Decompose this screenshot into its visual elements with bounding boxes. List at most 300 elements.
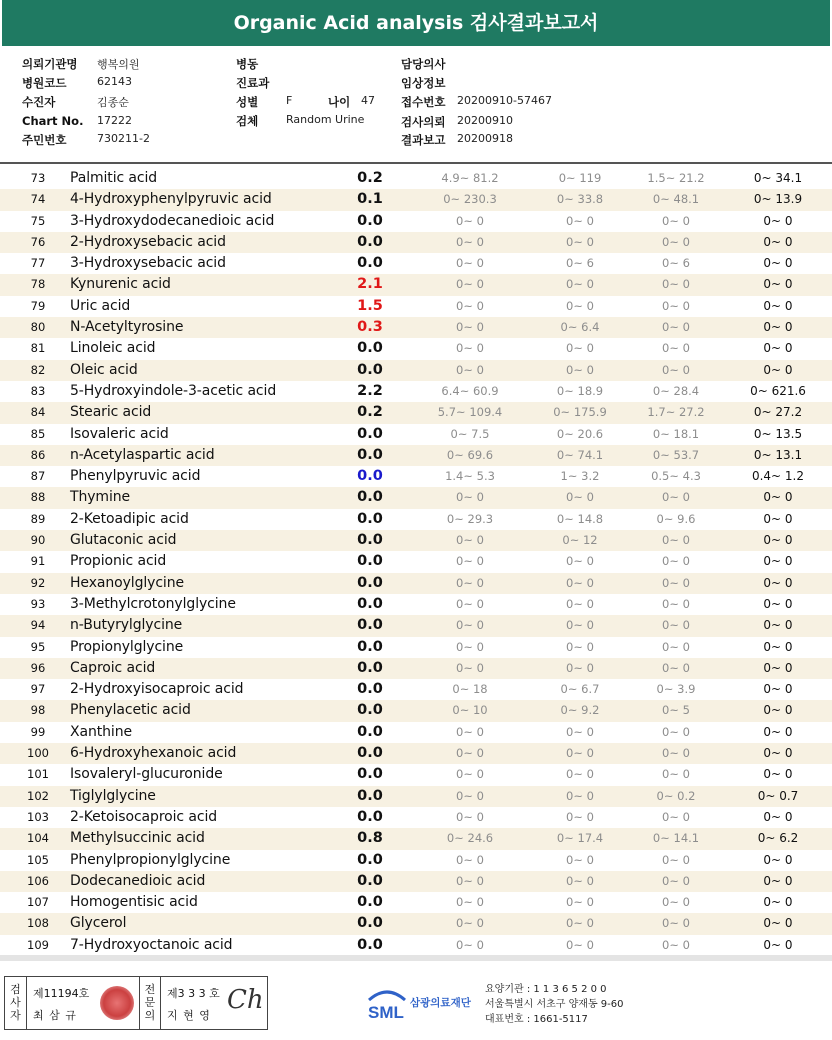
reference-range-3: 0~ 6 (662, 256, 690, 271)
analyte-name: Phenylpyruvic acid (70, 468, 201, 485)
reference-range-4: 0~ 0 (763, 809, 793, 824)
ward-label: 병동 (236, 57, 259, 71)
reference-range-4: 0~ 0 (763, 873, 793, 888)
reference-range-3: 0~ 0 (662, 618, 690, 633)
reference-range-4: 0~ 0 (763, 277, 793, 292)
reference-range-1: 0~ 0 (456, 298, 484, 313)
result-value: 0.0 (357, 915, 383, 932)
table-row (0, 658, 832, 679)
analyte-name: Xanthine (70, 723, 132, 740)
reference-range-4: 0~ 0 (763, 852, 793, 867)
reference-range-2: 0~ 20.6 (556, 426, 604, 441)
analyte-name: Methylsuccinic acid (70, 830, 205, 847)
row-number: 101 (27, 767, 49, 782)
reference-range-1: 0~ 0 (456, 618, 484, 633)
row-number: 74 (30, 192, 46, 207)
reference-range-4: 0~ 0 (763, 703, 793, 718)
analyte-name: Isovaleric acid (70, 425, 169, 442)
reference-range-2: 0~ 0 (566, 724, 594, 739)
reference-range-3: 0~ 0 (662, 298, 690, 313)
row-number: 82 (30, 362, 46, 377)
reference-range-1: 0~ 0 (456, 937, 484, 952)
reference-range-2: 0~ 0 (566, 618, 594, 633)
reference-range-1: 0~ 0 (456, 341, 484, 356)
result-value: 0.0 (357, 212, 383, 229)
row-number: 76 (30, 234, 46, 249)
table-row (0, 850, 832, 871)
table-row (0, 573, 832, 594)
reference-range-1: 0~ 0 (456, 788, 484, 803)
institution-info (485, 982, 624, 1027)
header-divider (0, 162, 832, 164)
reference-range-4: 0~ 0 (763, 234, 793, 249)
reference-range-2: 0~ 12 (562, 533, 598, 548)
result-value: 0.0 (357, 489, 383, 506)
analyte-name: Uric acid (70, 297, 131, 314)
reference-range-3: 0~ 14.1 (652, 831, 700, 846)
reference-range-4: 0~ 0 (763, 575, 793, 590)
reference-range-3: 0~ 0 (662, 554, 690, 569)
reference-range-3: 0~ 0 (662, 724, 690, 739)
table-row (0, 296, 832, 317)
analyte-name: Hexanoylglycine (70, 574, 185, 591)
reference-range-4: 0~ 13.1 (753, 447, 803, 462)
result-value: 2.1 (357, 276, 383, 293)
hospital-value: 행복의원 (97, 58, 140, 71)
analyte-name: Palmitic acid (70, 170, 158, 186)
analyte-name: Dodecanedioic acid (70, 872, 206, 889)
reference-range-4: 0~ 0 (763, 490, 793, 505)
signature-box (4, 976, 268, 1030)
analyte-name: Kynurenic acid (70, 276, 171, 293)
reference-range-1: 0~ 0 (456, 809, 484, 824)
reference-range-2: 0~ 0 (566, 362, 594, 377)
table-row (0, 424, 832, 445)
reference-range-3: 0~ 0 (662, 852, 690, 867)
result-value: 0.0 (357, 574, 383, 591)
table-row (0, 317, 832, 338)
table-row (0, 530, 832, 551)
reference-range-2: 0~ 0 (566, 554, 594, 569)
reference-range-1: 0~ 7.5 (450, 426, 490, 441)
signature-icon: Ch (227, 985, 264, 1015)
clinical-label: 임상정보 (401, 76, 446, 90)
footer-divider (0, 955, 832, 961)
reference-range-1: 0~ 0 (456, 916, 484, 931)
reference-range-2: 0~ 0 (566, 767, 594, 782)
reference-range-3: 1.5~ 21.2 (647, 171, 705, 185)
result-value: 0.0 (357, 681, 383, 698)
result-value: 0.0 (357, 851, 383, 868)
reference-range-3: 0.5~ 4.3 (651, 469, 701, 484)
row-number: 104 (27, 831, 49, 846)
analyte-name: 7-Hydroxyoctanoic acid (70, 936, 233, 953)
reference-range-2: 0~ 9.2 (560, 703, 600, 718)
reference-range-4: 0~ 0 (763, 320, 793, 335)
table-row (0, 764, 832, 785)
reference-range-4: 0~ 0 (763, 660, 793, 675)
analyte-name: Oleic acid (70, 361, 138, 378)
table-row (0, 360, 832, 381)
table-row (0, 381, 832, 402)
request-value: 20200910 (457, 114, 513, 127)
reference-range-4: 0~ 0 (763, 341, 793, 356)
reference-range-2: 0~ 6.4 (560, 320, 600, 335)
resident-label: 주민번호 (22, 133, 67, 147)
report-title: Organic Acid analysis 검사결과보고서 (2, 0, 830, 46)
reference-range-3: 0~ 0 (662, 490, 690, 505)
reference-range-2: 0~ 0 (566, 937, 594, 952)
logo-mark: SML (368, 1003, 404, 1022)
reference-range-2: 0~ 0 (566, 277, 594, 292)
row-number: 77 (30, 256, 46, 271)
report-label: 결과보고 (401, 133, 446, 147)
reference-range-1: 1.4~ 5.3 (445, 469, 495, 484)
analyte-name: Propionic acid (70, 553, 167, 570)
reference-range-1: 0~ 0 (456, 213, 484, 228)
reference-range-4: 0~ 0 (763, 937, 793, 952)
row-number: 94 (30, 618, 46, 633)
result-value: 0.2 (357, 170, 383, 186)
analyte-name: Glutaconic acid (70, 532, 177, 549)
reference-range-3: 0~ 0 (662, 767, 690, 782)
reference-range-1: 0~ 0 (456, 575, 484, 590)
reference-range-4: 0~ 0 (763, 511, 793, 526)
chart-label: Chart No. (22, 114, 84, 128)
reference-range-4: 0~ 0 (763, 362, 793, 377)
table-row (0, 402, 832, 423)
reference-range-1: 5.7~ 109.4 (437, 405, 503, 420)
row-number: 91 (30, 554, 46, 569)
reference-range-1: 0~ 0 (456, 660, 484, 675)
analyte-name: 3-Methylcrotonylglycine (70, 595, 236, 612)
table-row (0, 637, 832, 658)
reference-range-2: 0~ 0 (566, 660, 594, 675)
row-number: 84 (30, 405, 46, 420)
reference-range-3: 0~ 3.9 (656, 682, 696, 697)
result-value: 0.1 (357, 191, 383, 208)
reference-range-2: 0~ 0 (566, 490, 594, 505)
reference-range-4: 0~ 13.5 (753, 426, 803, 441)
result-value: 0.0 (357, 872, 383, 889)
specimen-label: 검체 (236, 114, 259, 128)
reference-range-4: 0~ 0 (763, 618, 793, 633)
row-number: 102 (27, 788, 49, 803)
reference-range-1: 4.9~ 81.2 (441, 171, 499, 185)
reference-range-1: 0~ 0 (456, 852, 484, 867)
doctor-label: 담당의사 (401, 57, 446, 71)
analyte-name: 6-Hydroxyhexanoic acid (70, 745, 237, 762)
table-row (0, 338, 832, 359)
table-row (0, 828, 832, 849)
analyte-name: 3-Hydroxysebacic acid (70, 255, 226, 272)
reference-range-3: 0~ 0 (662, 277, 690, 292)
result-value: 0.0 (357, 617, 383, 634)
result-value: 0.0 (357, 255, 383, 272)
reference-range-2: 0~ 0 (566, 895, 594, 910)
result-value: 0.0 (357, 894, 383, 911)
result-value: 0.0 (357, 659, 383, 676)
reference-range-3: 0~ 0 (662, 916, 690, 931)
reference-range-3: 0~ 0 (662, 341, 690, 356)
table-row (0, 168, 832, 189)
table-row (0, 509, 832, 530)
reference-range-4: 0~ 34.1 (753, 171, 803, 185)
result-value: 0.0 (357, 936, 383, 953)
official-seal-icon (100, 986, 134, 1020)
reference-range-2: 0~ 17.4 (556, 831, 604, 846)
reference-range-2: 0~ 0 (566, 916, 594, 931)
reference-range-3: 0~ 0 (662, 937, 690, 952)
reference-range-3: 0~ 0 (662, 362, 690, 377)
row-number: 107 (27, 895, 49, 910)
reference-range-4: 0~ 13.9 (753, 192, 803, 207)
table-row (0, 232, 832, 253)
table-row (0, 679, 832, 700)
reference-range-3: 0~ 0 (662, 873, 690, 888)
reference-range-2: 0~ 0 (566, 873, 594, 888)
resident-value: 730211-2 (97, 132, 150, 145)
patient-info-header (0, 52, 832, 162)
analyte-name: Isovaleryl-glucuronide (70, 766, 223, 783)
result-value: 0.0 (357, 233, 383, 250)
table-row (0, 615, 832, 636)
reference-range-4: 0~ 6.2 (757, 831, 799, 846)
report-value: 20200918 (457, 132, 513, 145)
reference-range-4: 0~ 0 (763, 298, 793, 313)
row-number: 73 (30, 171, 46, 185)
reference-range-3: 0~ 53.7 (652, 447, 700, 462)
reference-range-4: 0~ 0 (763, 596, 793, 611)
row-number: 85 (30, 426, 46, 441)
table-row (0, 211, 832, 232)
table-row (0, 466, 832, 487)
reference-range-1: 6.4~ 60.9 (441, 383, 499, 398)
reference-range-4: 0~ 0 (763, 533, 793, 548)
analyte-name: 3-Hydroxydodecanedioic acid (70, 212, 275, 229)
row-number: 93 (30, 596, 46, 611)
reference-range-2: 0~ 6.7 (560, 682, 600, 697)
reference-range-3: 0~ 0 (662, 533, 690, 548)
table-row (0, 935, 832, 956)
row-number: 109 (27, 937, 49, 952)
result-value: 0.0 (357, 808, 383, 825)
reference-range-2: 0~ 0 (566, 341, 594, 356)
result-value: 0.3 (357, 319, 383, 336)
result-value: 0.0 (357, 745, 383, 762)
result-value: 0.0 (357, 595, 383, 612)
row-number: 96 (30, 660, 46, 675)
specimen-value: Random Urine (286, 113, 365, 126)
reference-range-4: 0~ 621.6 (750, 383, 806, 398)
receipt-value: 20200910-57467 (457, 94, 552, 107)
row-number: 90 (30, 533, 46, 548)
result-value: 0.0 (357, 766, 383, 783)
row-number: 79 (30, 298, 46, 313)
table-row (0, 786, 832, 807)
result-value: 1.5 (357, 297, 383, 314)
analyte-name: 2-Hydroxyisocaproic acid (70, 681, 244, 698)
reference-range-2: 0~ 33.8 (556, 192, 604, 207)
reference-range-2: 0~ 0 (566, 596, 594, 611)
age-value: 47 (361, 94, 375, 107)
result-value: 0.0 (357, 553, 383, 570)
result-value: 0.0 (357, 532, 383, 549)
reference-range-4: 0~ 0 (763, 639, 793, 654)
results-table (0, 168, 832, 956)
table-row (0, 445, 832, 466)
row-number: 75 (30, 213, 46, 228)
tester-license: 제11194호 (33, 987, 90, 1000)
reference-range-2: 0~ 6 (566, 256, 594, 271)
table-row (0, 871, 832, 892)
patient-label: 수진자 (22, 95, 56, 109)
reference-range-4: 0~ 0 (763, 554, 793, 569)
analyte-name: Phenylacetic acid (70, 702, 191, 719)
hospital-label: 의뢰기관명 (22, 57, 78, 71)
reference-range-1: 0~ 0 (456, 277, 484, 292)
table-row (0, 189, 832, 210)
analyte-name: Propionylglycine (70, 638, 184, 655)
table-row (0, 274, 832, 295)
table-row (0, 594, 832, 615)
reference-range-3: 0~ 0.2 (656, 788, 696, 803)
result-value: 0.0 (357, 723, 383, 740)
analyte-name: Linoleic acid (70, 340, 156, 357)
table-row (0, 913, 832, 934)
result-value: 0.0 (357, 510, 383, 527)
specialist-license: 제3 3 3 호 (167, 987, 220, 1000)
tester-label: 검사자 (5, 977, 27, 1029)
table-row (0, 807, 832, 828)
reference-range-3: 0~ 0 (662, 660, 690, 675)
row-number: 81 (30, 341, 46, 356)
reference-range-3: 0~ 5 (662, 703, 690, 718)
analyte-name: Glycerol (70, 915, 127, 932)
result-value: 2.2 (357, 382, 383, 399)
row-number: 98 (30, 703, 46, 718)
chart-value: 17222 (97, 114, 132, 127)
reference-range-3: 0~ 0 (662, 895, 690, 910)
reference-range-2: 0~ 0 (566, 788, 594, 803)
result-value: 0.0 (357, 468, 383, 485)
result-value: 0.0 (357, 361, 383, 378)
reference-range-1: 0~ 0 (456, 320, 484, 335)
row-number: 100 (27, 746, 49, 761)
tester-name: 최 삼 규 (33, 1009, 77, 1022)
reference-range-3: 0~ 0 (662, 575, 690, 590)
reference-range-2: 0~ 0 (566, 852, 594, 867)
result-value: 0.8 (357, 830, 383, 847)
reference-range-1: 0~ 0 (456, 234, 484, 249)
reference-range-3: 0~ 28.4 (652, 383, 700, 398)
analyte-name: Tiglylglycine (70, 787, 156, 804)
analyte-name: 2-Ketoadipic acid (70, 510, 189, 527)
row-number: 88 (30, 490, 46, 505)
analyte-name: 2-Ketoisocaproic acid (70, 808, 218, 825)
reference-range-3: 0~ 0 (662, 746, 690, 761)
foundation-name: 삼광의료재단 (410, 997, 471, 1009)
reference-range-2: 0~ 0 (566, 639, 594, 654)
reference-range-1: 0~ 0 (456, 596, 484, 611)
reference-range-3: 0~ 9.6 (656, 511, 696, 526)
result-value: 0.0 (357, 425, 383, 442)
reference-range-2: 0~ 0 (566, 298, 594, 313)
result-value: 0.2 (357, 404, 383, 421)
reference-range-2: 0~ 175.9 (553, 405, 607, 420)
reference-range-1: 0~ 0 (456, 533, 484, 548)
row-number: 89 (30, 511, 46, 526)
table-row (0, 700, 832, 721)
analyte-name: N-Acetyltyrosine (70, 319, 184, 336)
reference-range-4: 0~ 0 (763, 746, 793, 761)
result-value: 0.0 (357, 446, 383, 463)
row-number: 78 (30, 277, 46, 292)
row-number: 86 (30, 447, 46, 462)
reference-range-1: 0~ 0 (456, 362, 484, 377)
sex-label: 성별 (236, 95, 259, 109)
table-row (0, 253, 832, 274)
reference-range-4: 0~ 27.2 (753, 405, 803, 420)
reference-range-4: 0.4~ 1.2 (751, 469, 805, 484)
row-number: 80 (30, 320, 46, 335)
reference-range-2: 0~ 18.9 (556, 383, 604, 398)
row-number: 95 (30, 639, 46, 654)
reference-range-2: 1~ 3.2 (560, 469, 600, 484)
code-label: 병원코드 (22, 76, 67, 90)
reference-range-1: 0~ 29.3 (446, 511, 494, 526)
reference-range-3: 0~ 0 (662, 596, 690, 611)
request-label: 검사의뢰 (401, 115, 446, 129)
code-value: 62143 (97, 75, 132, 88)
dept-label: 진료과 (236, 76, 270, 90)
reference-range-1: 0~ 24.6 (446, 831, 494, 846)
reference-range-1: 0~ 0 (456, 490, 484, 505)
reference-range-1: 0~ 10 (452, 703, 488, 718)
institution-phone: 대표번호 : 1661-5117 (485, 1014, 588, 1025)
analyte-name: 4-Hydroxyphenylpyruvic acid (70, 191, 272, 208)
reference-range-1: 0~ 0 (456, 724, 484, 739)
result-value: 0.0 (357, 638, 383, 655)
reference-range-2: 0~ 0 (566, 234, 594, 249)
reference-range-2: 0~ 0 (566, 213, 594, 228)
reference-range-4: 0~ 0 (763, 895, 793, 910)
reference-range-4: 0~ 0 (763, 682, 793, 697)
reference-range-3: 0~ 48.1 (652, 192, 700, 207)
analyte-name: Caproic acid (70, 659, 156, 676)
reference-range-3: 0~ 0 (662, 639, 690, 654)
reference-range-1: 0~ 0 (456, 873, 484, 888)
row-number: 108 (27, 916, 49, 931)
institution-address: 서울특별시 서초구 양재동 9-60 (485, 999, 624, 1010)
reference-range-3: 0~ 0 (662, 320, 690, 335)
reference-range-3: 1.7~ 27.2 (647, 405, 705, 420)
reference-range-1: 0~ 0 (456, 554, 484, 569)
reference-range-2: 0~ 119 (558, 171, 602, 185)
reference-range-4: 0~ 0 (763, 724, 793, 739)
reference-range-1: 0~ 230.3 (443, 192, 497, 207)
reference-range-4: 0~ 0 (763, 767, 793, 782)
patient-value: 김종순 (97, 96, 129, 109)
table-row (0, 892, 832, 913)
reference-range-1: 0~ 18 (452, 682, 488, 697)
reference-range-1: 0~ 69.6 (446, 447, 494, 462)
analyte-name: Homogentisic acid (70, 894, 198, 911)
row-number: 103 (27, 809, 49, 824)
institution-code: 요양기관 : 1 1 3 6 5 2 0 0 (485, 984, 607, 995)
reference-range-2: 0~ 14.8 (556, 511, 604, 526)
sex-value: F (286, 94, 293, 107)
